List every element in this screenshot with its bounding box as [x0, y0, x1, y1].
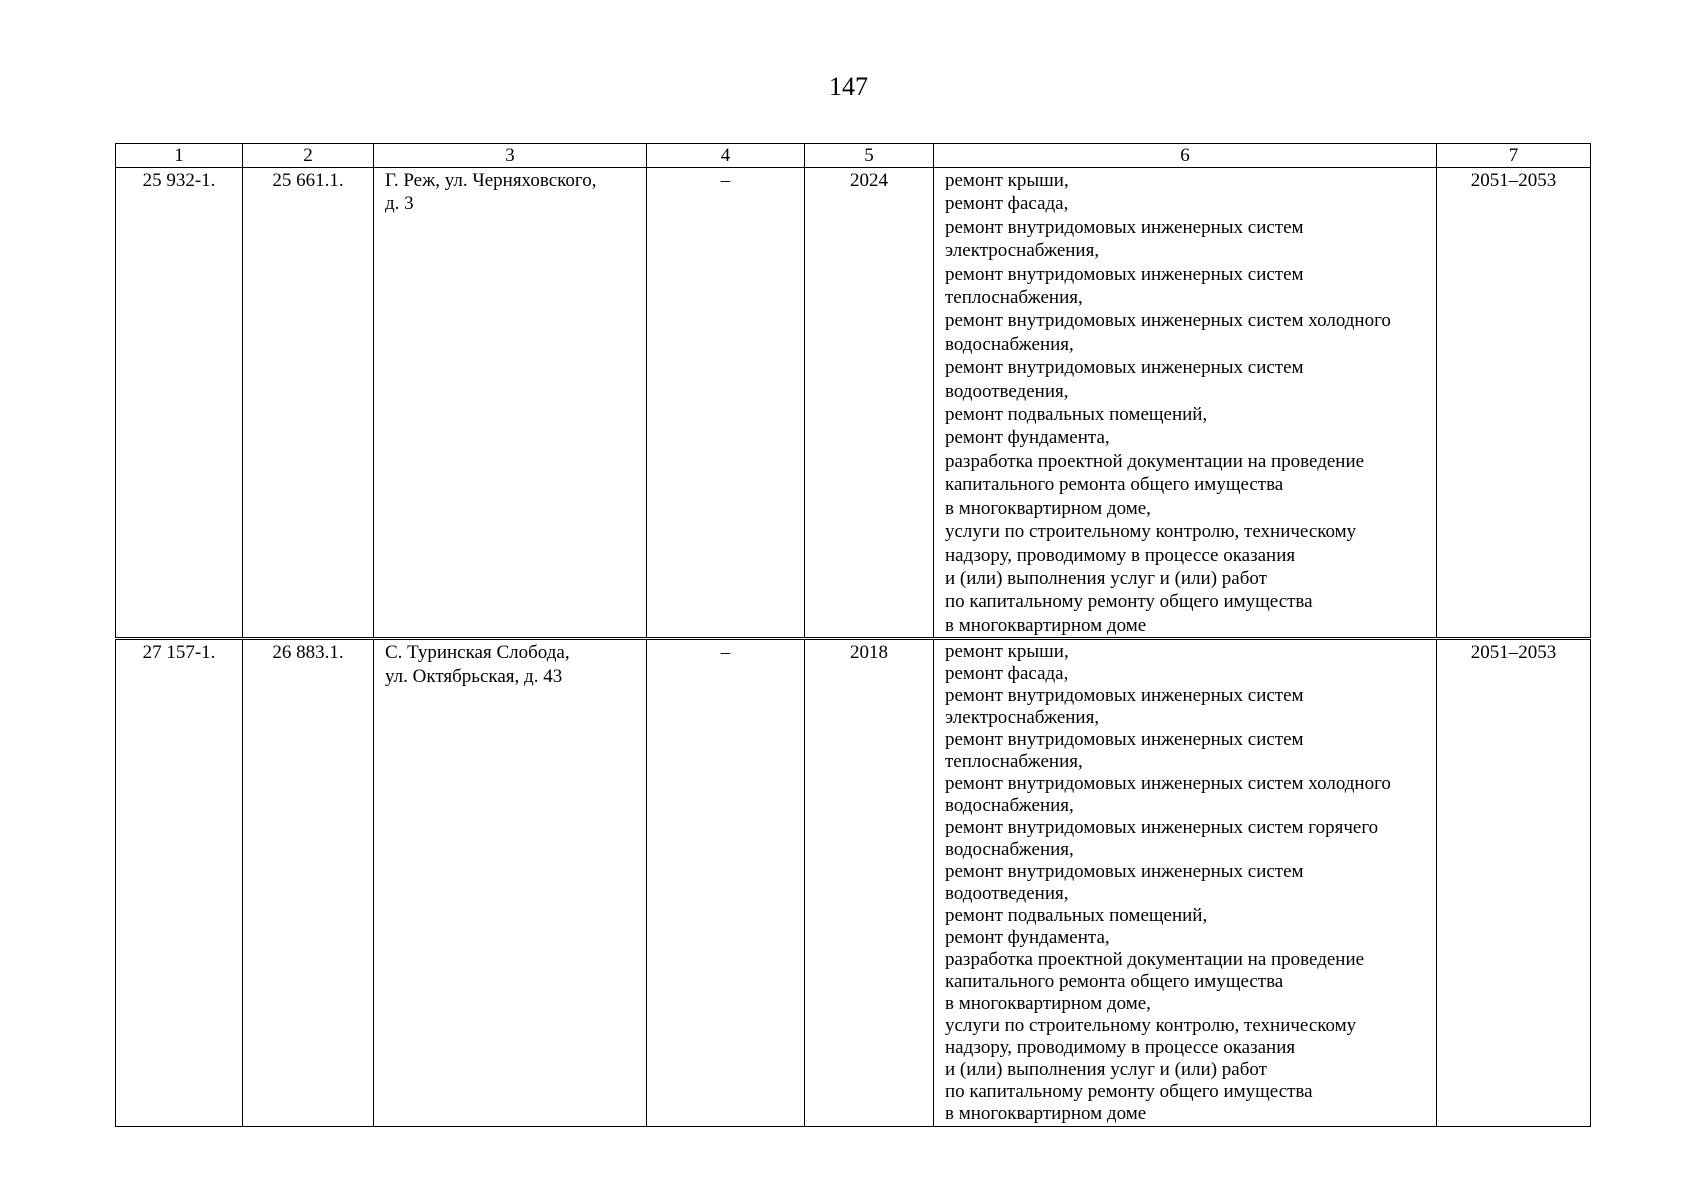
works-line: капитального ремонта общего имущества [945, 971, 1284, 993]
works-line: ремонт фундамента, [945, 427, 1110, 449]
works-line: в многоквартирном доме, [945, 497, 1151, 519]
header-row [116, 144, 1591, 168]
works-cell [934, 168, 1437, 639]
header-cell-6: 6 [934, 144, 1437, 168]
works-cell [934, 639, 1437, 1127]
house-number: 26 883.1. [272, 642, 344, 664]
works-line: ремонт фундамента, [945, 927, 1110, 949]
capital-repair-table [115, 143, 1591, 1127]
works-line: надзору, проводимому в процессе оказания [945, 544, 1296, 566]
table-row [116, 168, 1591, 639]
works-line: ремонт внутридомовых инженерных систем горячего [945, 817, 1379, 839]
works-line: электроснабжения, [945, 240, 1100, 262]
works-line: водоотведения, [945, 883, 1069, 905]
header-cell-2: 2 [243, 144, 374, 168]
works-line: по капитальному ремонту общего имущества [945, 591, 1313, 613]
column-4-value: – [720, 642, 731, 664]
works-line: теплоснабжения, [945, 751, 1083, 773]
period-value: 2051–2053 [1470, 170, 1557, 191]
works-line: разработка проектной документации на проведение [945, 450, 1365, 472]
works-line: разработка проектной документации на проведение [945, 949, 1365, 971]
address-line: С. Туринская Слобода, [385, 642, 570, 664]
year-cell [805, 168, 934, 639]
works-line: в многоквартирном доме [945, 614, 1147, 636]
page-number: 147 [829, 72, 868, 101]
row-number: 25 932-1. [142, 170, 216, 191]
address-line: ул. Октябрьская, д. 43 [385, 665, 563, 687]
works-line: водоотведения, [945, 380, 1069, 402]
works-line: ремонт внутридомовых инженерных систем [945, 216, 1304, 238]
works-line: и (или) выполнения услуг и (или) работ [945, 1059, 1267, 1081]
header-cell-3: 3 [374, 144, 647, 168]
works-line: капитального ремонта общего имущества [945, 474, 1284, 496]
house-number-cell [243, 168, 374, 639]
period-cell [1437, 639, 1591, 1127]
address-line: д. 3 [385, 193, 414, 215]
column-4-cell [647, 168, 805, 639]
works-line: ремонт внутридомовых инженерных систем [945, 357, 1304, 379]
header-cell-5: 5 [805, 144, 934, 168]
address-cell [374, 168, 647, 639]
row-number-cell [116, 639, 243, 1127]
house-number-cell [243, 639, 374, 1127]
header-cell-1: 1 [116, 144, 243, 168]
row-number-cell [116, 168, 243, 639]
header-cell-7: 7 [1437, 144, 1591, 168]
year-value: 2018 [850, 642, 888, 664]
period-cell [1437, 168, 1591, 639]
works-line: ремонт внутридомовых инженерных систем [945, 263, 1304, 285]
works-line: электроснабжения, [945, 707, 1100, 729]
column-4-value: – [720, 170, 731, 191]
works-line: водоснабжения, [945, 795, 1074, 817]
address-line: Г. Реж, ул. Черняховского, [385, 170, 597, 191]
works-line: по капитальному ремонту общего имущества [945, 1081, 1313, 1103]
works-line: ремонт подвальных помещений, [945, 905, 1208, 927]
table-row [116, 639, 1591, 1127]
works-line: водоснабжения, [945, 839, 1074, 861]
row-number: 27 157-1. [142, 642, 216, 664]
works-line: ремонт крыши, [945, 641, 1069, 663]
works-line: в многоквартирном доме, [945, 993, 1151, 1015]
works-line: теплоснабжения, [945, 287, 1083, 309]
header-cell-4: 4 [647, 144, 805, 168]
works-line: надзору, проводимому в процессе оказания [945, 1037, 1296, 1059]
works-line: ремонт внутридомовых инженерных систем холодного [945, 773, 1391, 795]
works-line: услуги по строительному контролю, техническому [945, 521, 1357, 543]
column-4-cell [647, 639, 805, 1127]
works-line: ремонт внутридомовых инженерных систем [945, 861, 1304, 883]
works-line: ремонт подвальных помещений, [945, 404, 1208, 426]
works-line: ремонт фасада, [945, 663, 1069, 685]
works-line: водоснабжения, [945, 333, 1074, 355]
works-line: услуги по строительному контролю, техническому [945, 1015, 1357, 1037]
works-line: ремонт крыши, [945, 170, 1069, 191]
works-line: и (или) выполнения услуг и (или) работ [945, 567, 1267, 589]
house-number: 25 661.1. [272, 170, 344, 191]
year-cell [805, 639, 934, 1127]
year-value: 2024 [850, 170, 888, 191]
works-line: в многоквартирном доме [945, 1103, 1147, 1125]
period-value: 2051–2053 [1470, 642, 1557, 664]
address-cell [374, 639, 647, 1127]
works-line: ремонт внутридомовых инженерных систем [945, 729, 1304, 751]
works-line: ремонт внутридомовых инженерных систем [945, 685, 1304, 707]
works-line: ремонт фасада, [945, 193, 1069, 215]
works-line: ремонт внутридомовых инженерных систем холодного [945, 310, 1391, 332]
